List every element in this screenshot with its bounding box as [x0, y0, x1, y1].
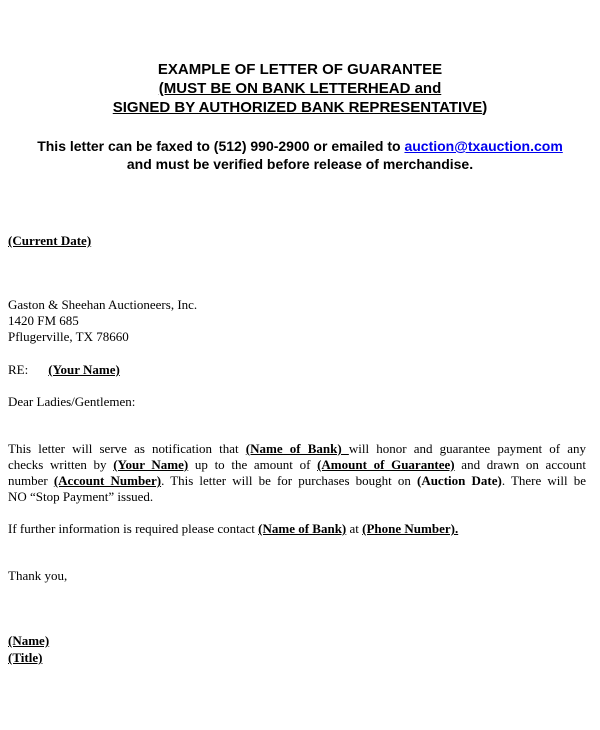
heading-line-1: EXAMPLE OF LETTER OF GUARANTEE: [157, 61, 443, 78]
current-date: (Current Date): [8, 233, 92, 248]
info-text: If further information is required please contact: [8, 521, 259, 536]
heading-line-2: (MUST BE ON BANK LETTERHEAD and: [158, 80, 442, 97]
body-text: will honor and guarantee payment of any: [348, 441, 586, 456]
info-bank-placeholder: (Name of Bank): [258, 521, 347, 536]
recipient-street: 1420 FM 685: [8, 313, 79, 328]
bank-name-placeholder: (Name of Bank): [245, 441, 349, 456]
signature-name: (Name): [8, 633, 50, 648]
your-name-placeholder: (Your Name): [113, 457, 189, 472]
phone-number-placeholder: (Phone Number).: [362, 521, 459, 536]
salutation: Dear Ladies/Gentlemen:: [8, 394, 136, 409]
heading-line-3-main: SIGNED BY AUTHORIZED BANK REPRESENTATIVE: [112, 99, 483, 116]
body-text: and drawn on account: [454, 457, 586, 472]
fax-instructions-line-2: and must be verified before release of merchandise.: [126, 156, 474, 172]
heading-line-3-close: ): [482, 99, 488, 116]
body-text: number: [8, 473, 54, 488]
body-line-4: NO “Stop Payment” issued.: [8, 489, 154, 504]
account-number-placeholder: (Account Number): [53, 473, 162, 488]
re-value: (Your Name): [48, 362, 120, 377]
re-line: [8, 362, 120, 378]
body-paragraph: [8, 441, 586, 505]
amount-placeholder: (Amount of Guarantee): [317, 457, 455, 472]
body-text: checks written by: [8, 457, 114, 472]
body-line-1: [8, 441, 586, 457]
body-text: This letter will serve as notification that: [8, 441, 246, 456]
fax-prefix: This letter can be faxed to (512) 990-2900 or emailed to: [37, 138, 405, 154]
recipient-city: Pflugerville, TX 78660: [8, 329, 129, 344]
recipient-name: Gaston & Sheehan Auctioneers, Inc.: [8, 297, 198, 312]
email-link[interactable]: auction@txauction.com: [404, 138, 563, 154]
closing: Thank you,: [8, 568, 68, 583]
body-text: up to the amount of: [188, 457, 318, 472]
body-text: . This letter will be for purchases bought on: [161, 473, 417, 488]
info-line: [8, 521, 458, 537]
info-text: at: [346, 521, 363, 536]
auction-date-placeholder: (Auction Date): [416, 473, 502, 488]
body-text: . There will be: [501, 473, 586, 488]
signature-title: (Title): [8, 650, 43, 665]
body-line-2: [8, 457, 586, 473]
heading-line-3: [0, 98, 600, 117]
re-label: RE:: [8, 362, 29, 377]
body-line-3: [8, 473, 586, 489]
fax-instructions-line-1: [0, 137, 600, 155]
